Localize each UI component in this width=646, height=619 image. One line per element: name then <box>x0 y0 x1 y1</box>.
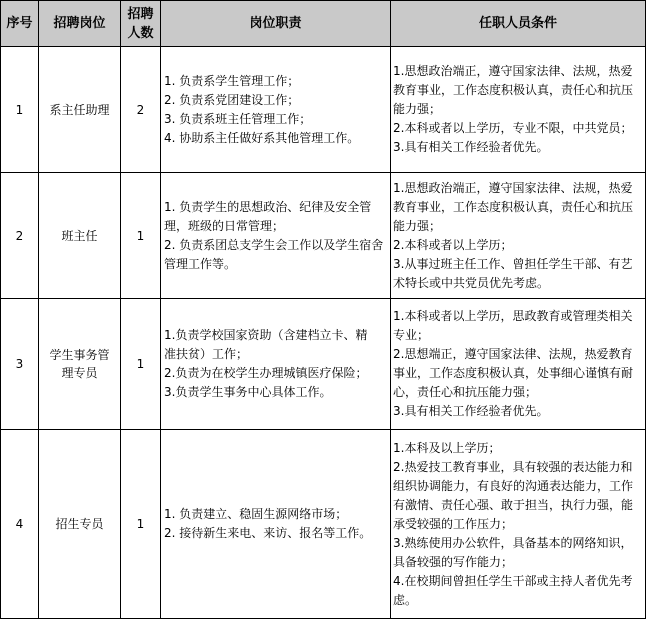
duty-item: 2. 接待新生来电、来访、报名等工作。 <box>164 526 372 540</box>
row-requirements <box>391 47 646 173</box>
header-seq: 序号 <box>1 1 39 47</box>
row-seq: 1 <box>1 47 39 173</box>
row-position: 系主任助理 <box>39 47 121 173</box>
requirement-item: 2.本科或者以上学历，专业不限，中共党员； <box>393 121 633 135</box>
row-seq: 4 <box>1 430 39 619</box>
header-requirements: 任职人员条件 <box>391 1 646 47</box>
duty-item: 1. 负责学生的思想政治、纪律及安全管理，班级的日常管理； <box>164 199 372 233</box>
requirement-item: 3.具有相关工作经验者优先。 <box>393 404 549 418</box>
duty-item: 2. 负责系党团建设工作； <box>164 92 300 107</box>
row-seq: 2 <box>1 173 39 299</box>
header-count: 招聘人数 <box>121 1 161 47</box>
row-requirements <box>391 299 646 430</box>
duty-item: 3. 负责系班主任管理工作； <box>164 111 312 126</box>
row-seq: 3 <box>1 299 39 430</box>
requirement-item: 1.思想政治端正，遵守国家法律、法规，热爱教育事业，工作态度积极认真，责任心和抗压能力强； <box>393 180 634 233</box>
header-duties: 岗位职责 <box>161 1 391 47</box>
requirement-item: 3.具有相关工作经验者优先。 <box>393 140 549 154</box>
row-requirements <box>391 173 646 299</box>
requirement-item: 1.本科或者以上学历，思政教育或管理类相关专业； <box>393 309 633 342</box>
requirement-item: 4.在校期间曾担任学生干部或主持人者优先考虑。 <box>393 573 633 607</box>
row-duties <box>161 173 391 299</box>
requirement-item: 2.本科或者以上学历； <box>393 237 513 252</box>
row-count: 1 <box>121 299 161 430</box>
duty-item: 4. 协助系主任做好系其他管理工作。 <box>164 130 360 145</box>
row-position: 班主任 <box>39 173 121 299</box>
table-row <box>1 430 646 619</box>
duty-item: 3.负责学生事务中心具体工作。 <box>164 385 332 399</box>
row-position: 学生事务管理专员 <box>39 299 121 430</box>
row-duties <box>161 430 391 619</box>
table-row <box>1 173 646 299</box>
requirement-item: 2.思想端正，遵守国家法律、法规，热爱教育事业，工作态度积极认真，处事细心谨慎有耐心，责任心和抗压能力强； <box>393 347 634 399</box>
requirement-item: 3.从事过班主任工作、曾担任学生干部、有艺术特长或中共党员优先考虑。 <box>393 256 633 290</box>
header-position: 招聘岗位 <box>39 1 121 47</box>
table-row <box>1 299 646 430</box>
duty-item: 2. 负责系团总支学生会工作以及学生宿舍管理工作等。 <box>164 237 384 271</box>
duty-item: 1. 负责建立、稳固生源网络市场； <box>164 507 348 521</box>
requirement-item: 1.思想政治端正，遵守国家法律、法规，热爱教育事业，工作态度积极认真，责任心和抗压能力强； <box>393 64 634 116</box>
row-position: 招生专员 <box>39 430 121 619</box>
duty-item: 2.负责为在校学生办理城镇医疗保险； <box>164 366 368 380</box>
row-count: 2 <box>121 47 161 173</box>
row-duties <box>161 47 391 173</box>
requirement-item: 1.本科及以上学历； <box>393 440 501 455</box>
duty-item: 1.负责学校国家资助（含建档立卡、精准扶贫）工作； <box>164 328 368 361</box>
row-count: 1 <box>121 173 161 299</box>
row-count: 1 <box>121 430 161 619</box>
row-requirements <box>391 430 646 619</box>
header-row <box>1 1 646 47</box>
requirement-item: 2.热爱技工教育事业，具有较强的表达能力和组织协调能力，有良好的沟通表达能力，工作有激情、责任心强、敢于担当，执行力强，能承受较强的工作压力； <box>393 459 634 531</box>
requirement-item: 3.熟练使用办公软件，具备基本的网络知识，具备较强的写作能力； <box>393 535 633 569</box>
duty-item: 1. 负责系学生管理工作； <box>164 73 300 88</box>
table-row <box>1 47 646 173</box>
row-duties <box>161 299 391 430</box>
